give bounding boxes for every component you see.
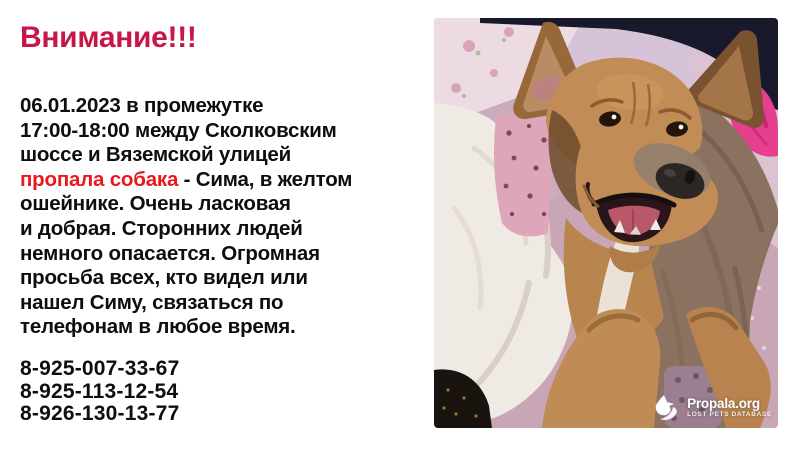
description-line: телефонам в любое время. <box>20 315 296 339</box>
description-line: ошейнике. Очень ласковая <box>20 192 291 216</box>
description-line: и добрая. Сторонних людей <box>20 216 303 240</box>
phone-numbers <box>20 358 179 426</box>
propala-watermark <box>653 394 772 422</box>
watermark-brand: Propala.org <box>687 396 760 411</box>
poster-title: Внимание!!! <box>20 21 197 54</box>
description-line: нашел Симу, связаться по <box>20 290 284 314</box>
description-line: просьба всех, кто видел или <box>20 266 308 290</box>
description-line: 17:00-18:00 между Сколковским <box>20 118 337 142</box>
description-line: шоссе и Вяземской улицей <box>20 143 292 167</box>
description-line: 06.01.2023 в промежутке <box>20 94 264 117</box>
dog-photo-illustration <box>434 18 778 428</box>
description-line: немного опасается. Огромная <box>20 241 320 265</box>
lost-dog-photo <box>434 18 778 428</box>
poster-description <box>20 94 430 340</box>
phone-number: 8-926-130-13-77 <box>20 402 180 425</box>
phone-number: 8-925-007-33-67 <box>20 357 180 380</box>
description-line: пропала собака - Сима, в желтом <box>20 167 353 191</box>
watermark-text <box>687 397 772 419</box>
watermark-tagline: LOST PETS DATABASE <box>687 411 772 418</box>
phone-number: 8-925-113-12-54 <box>20 379 179 403</box>
propala-logo-icon <box>653 394 683 422</box>
lost-dog-highlight: пропала собака <box>20 167 179 191</box>
